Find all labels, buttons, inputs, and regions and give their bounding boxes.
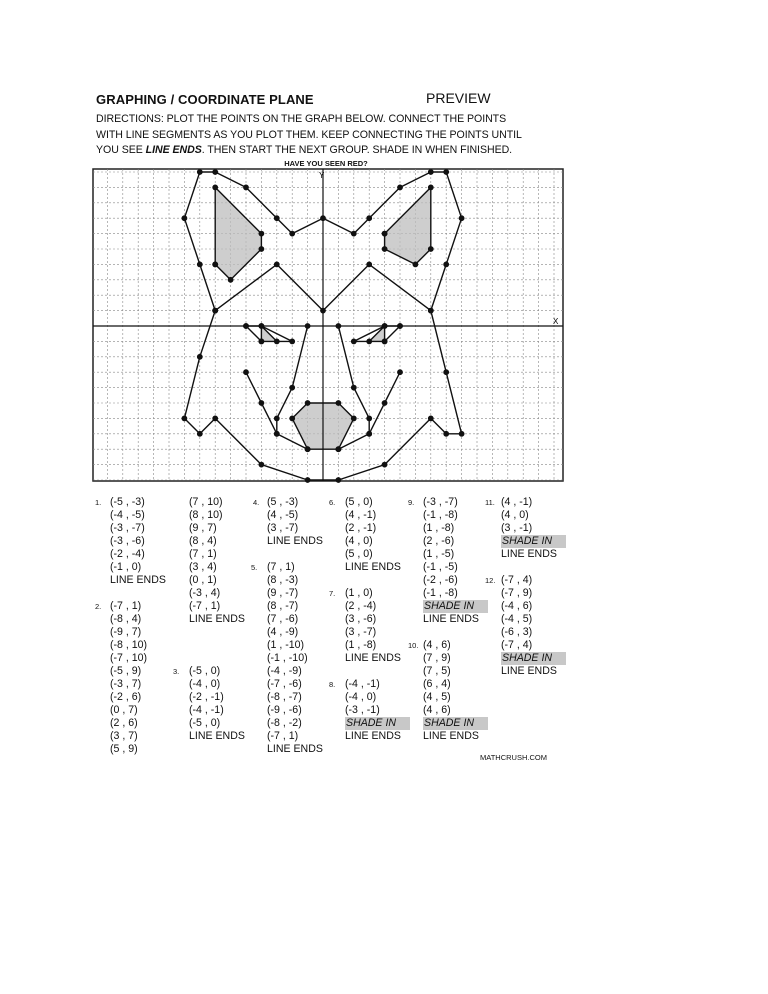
plotted-point [367, 416, 372, 421]
plotted-point [182, 416, 187, 421]
plotted-point [397, 185, 402, 190]
plotted-point [213, 185, 218, 190]
coordinate-pair: (7 , 1) [267, 561, 295, 573]
coordinate-pair: (-2 , -6) [423, 574, 458, 586]
plotted-point [397, 323, 402, 328]
coordinate-pair: (2 , -1) [345, 522, 377, 534]
line-ends-label: LINE ENDS [110, 574, 166, 586]
shade-in-row [345, 717, 410, 730]
plotted-point [197, 169, 202, 174]
group-number: 4. [253, 498, 260, 507]
coordinate-pair: (7 , -6) [267, 613, 299, 625]
coordinate-pair: (-7 , 1) [189, 600, 221, 612]
directions-line-3-start: YOU SEE [96, 144, 146, 156]
coordinate-pair: (3 , 4) [189, 561, 217, 573]
coordinate-pair: (7 , 10) [189, 496, 223, 508]
coordinate-pair: (1 , -8) [345, 639, 377, 651]
plotted-point [213, 308, 218, 313]
plotted-point [182, 216, 187, 221]
coordinate-pair: (3 , -1) [501, 522, 533, 534]
coordinate-pair: (4 , 5) [423, 691, 451, 703]
shade-in-instruction: SHADE IN [501, 535, 566, 548]
coordinate-pair: (6 , 4) [423, 678, 451, 690]
shade-in-row [501, 652, 566, 665]
point-group-7 [345, 587, 401, 665]
coordinate-pair: (9 , -7) [267, 587, 299, 599]
plotted-point [197, 262, 202, 267]
shade-in-row [501, 535, 566, 548]
coordinate-pair: (5 , 0) [345, 496, 373, 508]
shaded-region-12 [215, 187, 261, 279]
plotted-point [336, 447, 341, 452]
coordinate-pair: (-5 , 0) [189, 717, 221, 729]
plotted-point [413, 262, 418, 267]
coordinate-pair: (-1 , -8) [423, 587, 458, 599]
coordinate-pair: (-3 , 4) [189, 587, 221, 599]
plotted-point [382, 462, 387, 467]
coordinate-pair: (-7 , 1) [267, 730, 299, 742]
plotted-point [305, 323, 310, 328]
plotted-point [336, 400, 341, 405]
coordinate-pair: (-3 , -7) [423, 496, 458, 508]
plotted-point [274, 216, 279, 221]
coordinate-pair: (-9 , -6) [267, 704, 302, 716]
plotted-point [320, 308, 325, 313]
coordinate-pair: (4 , 6) [423, 639, 451, 651]
plotted-point [274, 339, 279, 344]
plotted-point [213, 169, 218, 174]
plotted-point [290, 231, 295, 236]
plotted-point [336, 323, 341, 328]
group-number: 12. [485, 576, 496, 585]
plotted-point [213, 262, 218, 267]
plotted-point [336, 477, 341, 482]
point-group-5 [267, 561, 323, 756]
page-title: GRAPHING / COORDINATE PLANE [96, 92, 314, 107]
plotted-point [397, 370, 402, 375]
plotted-point [444, 262, 449, 267]
plotted-point [444, 370, 449, 375]
shade-in-instruction: SHADE IN [423, 600, 488, 613]
preview-label: PREVIEW [426, 90, 491, 106]
coordinate-pair: (-4 , -1) [189, 704, 224, 716]
coordinate-pair: (-1 , -8) [423, 509, 458, 521]
shade-in-row [423, 600, 488, 613]
plotted-point [259, 246, 264, 251]
coordinate-pair: (-5 , -3) [110, 496, 145, 508]
coordinate-pair: (4 , 0) [501, 509, 529, 521]
plotted-point [305, 447, 310, 452]
coordinate-pair: (-2 , 6) [110, 691, 142, 703]
coordinate-pair: (-3 , 7) [110, 678, 142, 690]
point-group-9 [423, 496, 488, 626]
plotted-point [197, 354, 202, 359]
plotted-point [351, 231, 356, 236]
plotted-point [274, 416, 279, 421]
group-number: 7. [329, 589, 336, 598]
coordinate-pair: (-3 , -1) [345, 704, 380, 716]
plotted-point [382, 339, 387, 344]
y-axis-label: Y [319, 171, 325, 180]
plotted-point [367, 339, 372, 344]
coordinate-pair: (4 , -1) [501, 496, 533, 508]
plotted-point [428, 308, 433, 313]
line-ends-label: LINE ENDS [345, 730, 401, 742]
coordinate-pair: (-2 , -1) [189, 691, 224, 703]
coordinate-pair: (-4 , 0) [189, 678, 221, 690]
plotted-point [444, 431, 449, 436]
line-ends-label: LINE ENDS [501, 665, 557, 677]
coordinate-pair: (8 , 10) [189, 509, 223, 521]
coordinate-pair: (1 , -10) [267, 639, 305, 651]
coordinate-pair: (0 , 1) [189, 574, 217, 586]
plotted-point [367, 431, 372, 436]
plotted-point [428, 416, 433, 421]
point-group-6 [345, 496, 401, 574]
plotted-point [243, 185, 248, 190]
directions-line-ends-emphasis: LINE ENDS [145, 144, 202, 156]
coordinate-pair: (-5 , 0) [189, 665, 221, 677]
coordinate-pair: (-4 , 0) [345, 691, 377, 703]
group-number: 5. [251, 563, 258, 572]
coordinate-pair: (-5 , 9) [110, 665, 142, 677]
coordinate-pair: (-3 , -7) [110, 522, 145, 534]
group-number: 9. [408, 498, 415, 507]
shade-in-instruction: SHADE IN [423, 717, 488, 730]
line-ends-label: LINE ENDS [423, 730, 479, 742]
plotted-point [228, 277, 233, 282]
x-axis-label: X [553, 317, 559, 326]
group-number: 3. [173, 667, 180, 676]
coordinate-pair: (-6 , 3) [501, 626, 533, 638]
coordinate-pair: (-1 , -5) [423, 561, 458, 573]
coordinate-pair: (4 , 6) [423, 704, 451, 716]
coordinate-pair: (4 , -1) [345, 509, 377, 521]
plotted-point [382, 400, 387, 405]
point-group-11 [501, 496, 566, 561]
coordinate-pair: (2 , 6) [110, 717, 138, 729]
directions-line-3-end: . THEN START THE NEXT GROUP. SHADE IN WHEN FINISHED. [201, 144, 513, 156]
plotted-point [367, 262, 372, 267]
plotted-point [290, 385, 295, 390]
coordinate-pair: (-7 , 4) [501, 639, 533, 651]
line-ends-label: LINE ENDS [267, 743, 323, 755]
coordinate-pair: (8 , -7) [267, 600, 299, 612]
coordinate-pair: (-8 , -2) [267, 717, 302, 729]
plotted-point [197, 431, 202, 436]
group-number: 11. [485, 498, 495, 507]
plotted-point [428, 246, 433, 251]
plotted-point [428, 169, 433, 174]
line-ends-label: LINE ENDS [267, 535, 323, 547]
coordinate-pair: (-7 , 9) [501, 587, 533, 599]
point-group-2 [110, 600, 147, 756]
plotted-point [213, 416, 218, 421]
plotted-point [259, 323, 264, 328]
coordinate-pair: (4 , -5) [267, 509, 299, 521]
plotted-point [382, 246, 387, 251]
group-number: 2. [95, 602, 102, 611]
coordinate-pair: (3 , -7) [267, 522, 299, 534]
coordinate-pair: (8 , -3) [267, 574, 299, 586]
plotted-point [351, 416, 356, 421]
coordinate-pair: (4 , 0) [345, 535, 373, 547]
directions-line-2: WITH LINE SEGMENTS AS YOU PLOT THEM. KEEP CONNECTING THE POINTS UNTIL [96, 128, 522, 141]
plotted-point [351, 339, 356, 344]
coordinate-pair: (9 , 7) [189, 522, 217, 534]
directions-line-1: DIRECTIONS: PLOT THE POINTS ON THE GRAPH BELOW. CONNECT THE POINTS [96, 113, 507, 125]
group-number: 10. [408, 641, 419, 650]
coordinate-pair: (4 , -9) [267, 626, 299, 638]
point-group-2 [189, 496, 245, 626]
line-ends-label: LINE ENDS [189, 613, 245, 625]
coordinate-pair: (-2 , -4) [110, 548, 145, 560]
coordinate-pair: (7 , 5) [423, 665, 451, 677]
plotted-point [459, 216, 464, 221]
line-ends-label: LINE ENDS [345, 652, 401, 664]
plotted-point [382, 231, 387, 236]
line-ends-label: LINE ENDS [345, 561, 401, 573]
plotted-point [290, 416, 295, 421]
line-ends-label: LINE ENDS [189, 730, 245, 742]
group-number: 8. [329, 680, 336, 689]
coordinate-pair: (-4 , 6) [501, 600, 533, 612]
point-group-3 [189, 665, 245, 743]
plotted-point [243, 370, 248, 375]
plotted-point [274, 262, 279, 267]
group-number: 1. [95, 498, 102, 507]
plotted-point [274, 431, 279, 436]
plotted-point [305, 400, 310, 405]
coordinate-pair: (0 , 7) [110, 704, 138, 716]
plotted-point [428, 185, 433, 190]
point-group-12 [501, 574, 566, 678]
group-number: 6. [329, 498, 336, 507]
plotted-point [290, 339, 295, 344]
line-ends-label: LINE ENDS [501, 548, 557, 560]
coordinate-pair: (-4 , -5) [110, 509, 145, 521]
coordinate-pair: (5 , -3) [267, 496, 299, 508]
plotted-point [259, 231, 264, 236]
coordinate-pair: (-1 , 0) [110, 561, 142, 573]
coordinate-pair: (-4 , -9) [267, 665, 302, 677]
coordinate-pair: (7 , 9) [423, 652, 451, 664]
plotted-point [351, 385, 356, 390]
coordinate-pair: (3 , 7) [110, 730, 138, 742]
coordinate-pair: (-7 , 10) [110, 652, 148, 664]
plotted-point [259, 339, 264, 344]
coordinate-pair: (3 , -7) [345, 626, 377, 638]
coordinate-pair: (-1 , -10) [267, 652, 308, 664]
credit: MATHCRUSH.COM [480, 753, 547, 762]
coordinate-pair: (1 , 0) [345, 587, 373, 599]
plotted-point [459, 431, 464, 436]
shade-in-instruction: SHADE IN [345, 717, 410, 730]
coordinate-pair: (2 , -4) [345, 600, 377, 612]
plotted-point [320, 216, 325, 221]
coordinate-pair: (-3 , -6) [110, 535, 145, 547]
coordinate-pair: (8 , 4) [189, 535, 217, 547]
point-group-10 [423, 639, 488, 743]
coordinate-pair: (-4 , -1) [345, 678, 380, 690]
shade-in-instruction: SHADE IN [501, 652, 566, 665]
coordinate-pair: (-8 , 10) [110, 639, 148, 651]
point-group-4 [267, 496, 323, 548]
point-group-8 [345, 678, 410, 743]
point-group-1 [110, 496, 166, 587]
coordinate-pair: (-7 , 1) [110, 600, 142, 612]
plotted-point [444, 169, 449, 174]
coordinate-pair: (1 , -5) [423, 548, 455, 560]
coordinate-pair: (-7 , 4) [501, 574, 533, 586]
line-ends-label: LINE ENDS [423, 613, 479, 625]
plotted-point [367, 216, 372, 221]
coordinate-pair: (-9 , 7) [110, 626, 142, 638]
coordinate-pair: (1 , -8) [423, 522, 455, 534]
coordinate-pair: (2 , -6) [423, 535, 455, 547]
plotted-point [259, 400, 264, 405]
plotted-point [243, 323, 248, 328]
coordinate-pair: (-7 , -6) [267, 678, 302, 690]
plotted-point [382, 323, 387, 328]
coordinate-pair: (3 , -6) [345, 613, 377, 625]
coordinate-pair: (-8 , 4) [110, 613, 142, 625]
coordinate-pair: (7 , 1) [189, 548, 217, 560]
graph-subtitle: HAVE YOU SEEN RED? [284, 159, 368, 168]
plotted-point [305, 477, 310, 482]
plotted-point [259, 462, 264, 467]
coordinate-pair: (5 , 0) [345, 548, 373, 560]
shade-in-row [423, 717, 488, 730]
coordinate-pair: (5 , 9) [110, 743, 138, 755]
coordinate-pair: (-8 , -7) [267, 691, 302, 703]
coordinate-pair: (-4 , 5) [501, 613, 533, 625]
